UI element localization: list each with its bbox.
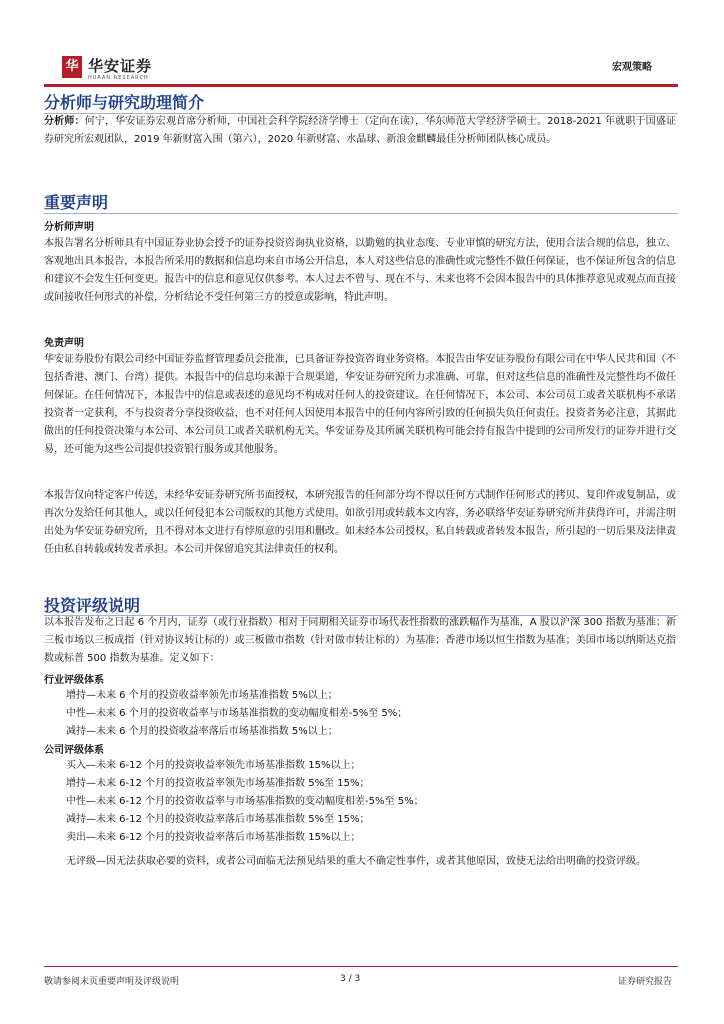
list-item: 减持—未来 6 个月的投资收益率落后市场基准指数 5%以上； bbox=[66, 726, 338, 737]
analyst-bio bbox=[44, 113, 676, 149]
disclaimer-title: 免责声明 bbox=[44, 338, 84, 349]
list-item: 减持—未来 6-12 个月的投资收益率落后市场基准指数 5%至 15%； bbox=[66, 814, 370, 825]
list-item: 中性—未来 6-12 个月的投资收益率与市场基准指数的变动幅度相差-5%至 5%； bbox=[66, 796, 424, 807]
analyst-heading: 分析师与研究助理简介 bbox=[44, 93, 205, 112]
industry-rating-list bbox=[66, 687, 666, 741]
brand-logo-mark: 华 bbox=[62, 56, 82, 78]
rating-intro: 以本报告发布之日起 6 个月内，证券（或行业指数）相对于同期相关证券市场代表性指数的涨跌幅作为基准，A 股以沪深 300 指数为基准；新三板市场以三板成指（针对协议转让标的）或三板做市指数（针对做市转让标的）为基准；香港市场以恒生指数为基准；美国市场以纳斯达克指数或标普 500 指数为基准。定义如下： bbox=[44, 617, 676, 664]
list-item: 中性—未来 6 个月的投资收益率与市场基准指数的变动幅度相差-5%至 5%； bbox=[66, 708, 408, 719]
brand-logo-subtitle: HUAAN RESEARCH bbox=[88, 75, 149, 81]
disclaimer-paragraph-2: 本报告仅向特定客户传送，未经华安证券研究所书面授权，本研究报告的任何部分均不得以任何方式制作任何形式的拷贝、复印件或复制品，或再次分发给任何其他人，或以任何侵犯本公司版权的其他方式使用。如欲引用或转载本文内容，务必联络华安证券研究所并获得许可，并需注明出处为华安证券研究所，且不得对本文进行有悖原意的引用和删改。如未经本公司授权，私自转载或者转发本报告，所引起的一切后果及法律责任由私自转载或转发者承担。本公司并保留追究其法律责任的权利。 bbox=[44, 490, 676, 555]
page-number: 3 / 3 bbox=[340, 974, 361, 984]
disclosure-heading: 重要声明 bbox=[44, 193, 109, 212]
brand-logo-name: 华安证券 bbox=[88, 57, 153, 75]
disclaimer-paragraph-1: 华安证券股份有限公司经中国证券监督管理委员会批准，已具备证券投资咨询业务资格。本报告由华安证券股份有限公司在中华人民共和国（不包括香港、澳门、台湾）提供。本报告中的信息均来源于合规渠道，华安证券研究所力求准确、可靠，但对这些信息的准确性及完整性均不做任何保证。在任何情况下，本报告中的信息或表述的意见均不构成对任何人的投资建议。在任何情况下，本公司、本公司员工或者关联机构不承诺投资者一定获利，不与投资者分享投资收益，也不对任何人因使用本报告中的任何内容所引致的任何损失负任何责任。投资者务必注意，其据此做出的任何投资决策与本公司、本公司员工或者关联机构无关。华安证券及其所属关联机构可能会持有报告中提到的公司所发行的证券并进行交易，还可能为这些公司提供投资银行服务或其他服务。 bbox=[44, 354, 676, 455]
analyst-label: 分析师： bbox=[44, 116, 85, 127]
company-rating-list bbox=[66, 757, 666, 847]
company-rating-title: 公司评级体系 bbox=[44, 745, 104, 756]
analyst-statement-title: 分析师声明 bbox=[44, 222, 94, 233]
rating-heading: 投资评级说明 bbox=[44, 596, 141, 615]
report-section-label: 宏观策略 bbox=[612, 62, 652, 73]
list-item: 买入—未来 6-12 个月的投资收益率领先市场基准指数 15%以上； bbox=[66, 760, 361, 771]
industry-rating-title: 行业评级体系 bbox=[44, 675, 104, 686]
footer-notice: 敬请参阅末页重要声明及评级说明 bbox=[44, 977, 180, 987]
list-item: 卖出—未来 6-12 个月的投资收益率落后市场基准指数 15%以上； bbox=[66, 832, 361, 843]
list-item: 增持—未来 6 个月的投资收益率领先市场基准指数 5%以上； bbox=[66, 690, 338, 701]
footer-report-type: 证券研究报告 bbox=[617, 977, 672, 987]
analyst-text: 何宁，华安证券宏观首席分析师，中国社会科学院经济学博士（定向在读），华东师范大学经济学硕士。2018-2021 年就职于国盛证券研究所宏观团队，2019 年新财富入围（第六），2020 年新财富、水晶球、新浪金麒麟最佳分析师团队核心成员。 bbox=[44, 116, 676, 145]
header-divider bbox=[44, 84, 678, 87]
analyst-statement-text: 本报告署名分析师具有中国证券业协会授予的证券投资咨询执业资格，以勤勉的执业态度、专业审慎的研究方法，使用合法合规的信息，独立、客观地出具本报告，本报告所采用的数据和信息均来自市场公开信息，本人对这些信息的准确性或完整性不做任何保证，也不保证所包含的信息和建议不会发生任何变更。报告中的信息和意见仅供参考。本人过去不曾与、现在不与、未来也将不会因本报告中的具体推荐意见或观点而直接或间接收任何形式的补偿，分析结论不受任何第三方的授意或影响，特此声明。 bbox=[44, 238, 676, 303]
footer-divider bbox=[44, 966, 678, 967]
list-item: 增持—未来 6-12 个月的投资收益率领先市场基准指数 5%至 15%； bbox=[66, 778, 370, 789]
disclosure-heading-rule bbox=[44, 213, 678, 214]
no-rating-note: 无评级—因无法获取必要的资料，或者公司面临无法预见结果的重大不确定性事件，或者其他原因，致使无法给出明确的投资评级。 bbox=[66, 856, 646, 867]
